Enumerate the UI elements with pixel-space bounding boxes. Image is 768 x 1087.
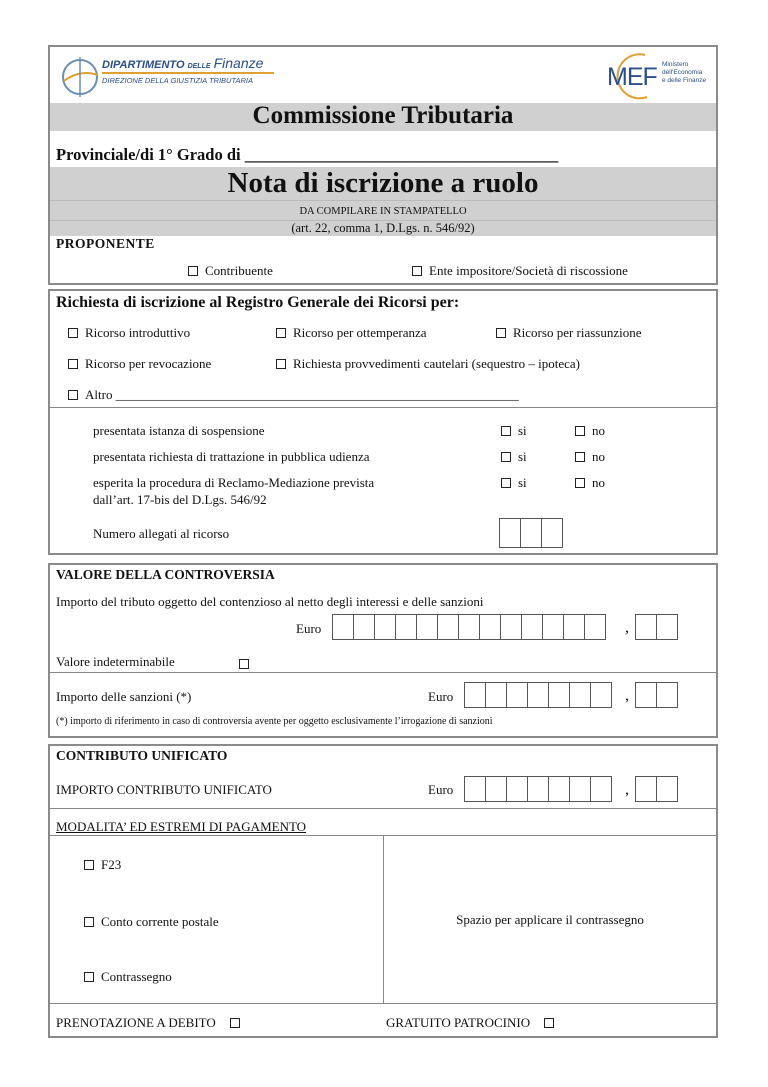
digit-box[interactable] xyxy=(548,776,570,802)
question-sospensione: presentata istanza di sospensione xyxy=(93,423,265,438)
digit-box[interactable] xyxy=(656,776,678,802)
dipartimento-logo xyxy=(58,51,273,101)
digit-box[interactable] xyxy=(548,682,570,708)
section-title: CONTRIBUTO UNIFICATO xyxy=(56,748,228,763)
gratuito-checkbox[interactable]: GRATUITO PATROCINIO xyxy=(386,1015,561,1031)
option-riassunzione[interactable]: Ricorso per riassunzione xyxy=(496,325,642,341)
digit-box[interactable] xyxy=(464,682,486,708)
option-revocazione[interactable]: Ricorso per revocazione xyxy=(68,356,211,372)
instruction-text: DA COMPILARE IN STAMPATELLO xyxy=(299,206,467,217)
importo-tributo-integer-boxes[interactable] xyxy=(333,614,606,640)
digit-box[interactable] xyxy=(464,776,486,802)
sanzioni-integer-boxes[interactable] xyxy=(465,682,612,708)
decimal-comma: , xyxy=(625,687,629,704)
decimal-comma: , xyxy=(625,781,629,798)
digit-box[interactable] xyxy=(569,776,591,802)
digit-box[interactable] xyxy=(485,776,507,802)
proponente-ente-checkbox[interactable]: Ente impositore/Società di riscossione xyxy=(412,263,628,279)
digit-box[interactable] xyxy=(500,614,522,640)
digit-box[interactable] xyxy=(542,614,564,640)
digit-box[interactable] xyxy=(416,614,438,640)
no-checkbox[interactable]: no xyxy=(575,475,605,491)
digit-box[interactable] xyxy=(584,614,606,640)
modalita-heading: MODALITA’ ED ESTREMI DI PAGAMENTO xyxy=(56,819,307,834)
question-mediazione-cont: dall’art. 17-bis del D.Lgs. 546/92 xyxy=(93,492,267,507)
digit-box[interactable] xyxy=(635,776,657,802)
digit-box[interactable] xyxy=(479,614,501,640)
yes-checkbox[interactable]: si xyxy=(501,475,527,491)
header-section xyxy=(48,45,718,285)
digit-box[interactable] xyxy=(506,682,528,708)
digit-box[interactable] xyxy=(499,518,521,548)
digit-box[interactable] xyxy=(563,614,585,640)
form-title: Nota di iscrizione a ruolo xyxy=(227,167,539,199)
proponente-contribuente-checkbox[interactable]: Contribuente xyxy=(188,263,273,279)
digit-box[interactable] xyxy=(458,614,480,640)
contributo-section xyxy=(48,744,718,1038)
contrassegno-area-label: Spazio per applicare il contrassegno xyxy=(456,912,644,927)
prenotazione-checkbox[interactable]: PRENOTAZIONE A DEBITO xyxy=(56,1015,247,1031)
digit-box[interactable] xyxy=(569,682,591,708)
pay-f23-checkbox[interactable]: F23 xyxy=(84,857,121,873)
digit-box[interactable] xyxy=(521,614,543,640)
valore-section xyxy=(48,563,718,738)
option-altro[interactable]: Altro ______________________________________________________________ xyxy=(68,387,519,403)
reference-text: (art. 22, comma 1, D.Lgs. n. 546/92) xyxy=(291,221,475,235)
option-ricorso-introduttivo[interactable]: Ricorso introduttivo xyxy=(68,325,190,341)
emblem-icon xyxy=(58,51,98,99)
importo-tributo-decimal-boxes[interactable] xyxy=(636,614,678,640)
digit-box[interactable] xyxy=(506,776,528,802)
euro-label: Euro xyxy=(428,782,454,797)
digit-box[interactable] xyxy=(527,776,549,802)
proponente-label: PROPONENTE xyxy=(56,236,155,251)
digit-box[interactable] xyxy=(527,682,549,708)
sanzioni-decimal-boxes[interactable] xyxy=(636,682,678,708)
digit-box[interactable] xyxy=(332,614,354,640)
logo-text: DIPARTIMENTO xyxy=(102,59,185,71)
section-title: VALORE DELLA CONTROVERSIA xyxy=(56,567,275,582)
mef-logo: MEF Ministero dell'Economia e delle Finanze xyxy=(605,51,715,101)
option-cautelari[interactable]: Richiesta provvedimenti cautelari (sequestro – ipoteca) xyxy=(276,356,580,372)
no-checkbox[interactable]: no xyxy=(575,449,605,465)
euro-label: Euro xyxy=(428,689,454,704)
digit-box[interactable] xyxy=(374,614,396,640)
logo-text: DELLE xyxy=(187,63,211,70)
digit-box[interactable] xyxy=(395,614,417,640)
option-ottemperanza[interactable]: Ricorso per ottemperanza xyxy=(276,325,427,341)
euro-label: Euro xyxy=(296,621,322,636)
digit-box[interactable] xyxy=(520,518,542,548)
digit-box[interactable] xyxy=(656,614,678,640)
digit-box[interactable] xyxy=(635,682,657,708)
allegati-label: Numero allegati al ricorso xyxy=(93,526,230,541)
logo-subtext: DIREZIONE DELLA GIUSTIZIA TRIBUTARIA xyxy=(102,76,253,85)
digit-box[interactable] xyxy=(353,614,375,640)
contributo-decimal-boxes[interactable] xyxy=(636,776,678,802)
pay-ccp-checkbox[interactable]: Conto corrente postale xyxy=(84,914,219,930)
yes-checkbox[interactable]: si xyxy=(501,449,527,465)
indeterminabile-label: Valore indeterminabile xyxy=(56,654,175,669)
question-udienza: presentata richiesta di trattazione in pubblica udienza xyxy=(93,449,370,464)
digit-box[interactable] xyxy=(437,614,459,640)
no-checkbox[interactable]: no xyxy=(575,423,605,439)
digit-box[interactable] xyxy=(485,682,507,708)
digit-box[interactable] xyxy=(656,682,678,708)
question-mediazione: esperita la procedura di Reclamo-Mediazione prevista xyxy=(93,475,375,490)
footnote: (*) importo di riferimento in caso di controversia avente per oggetto esclusivamente l’irrogazione di sanzioni xyxy=(56,716,493,727)
digit-box[interactable] xyxy=(541,518,563,548)
indeterminabile-checkbox[interactable] xyxy=(239,655,256,673)
sanzioni-label: Importo delle sanzioni (*) xyxy=(56,689,192,704)
importo-tributo-label: Importo del tributo oggetto del contenzioso al netto degli interessi e delle sanzioni xyxy=(56,594,484,609)
contributo-label: IMPORTO CONTRIBUTO UNIFICATO xyxy=(56,782,272,797)
contributo-integer-boxes[interactable] xyxy=(465,776,612,802)
allegati-boxes[interactable] xyxy=(500,518,563,548)
yes-checkbox[interactable]: si xyxy=(501,423,527,439)
section-title: Richiesta di iscrizione al Registro Generale dei Ricorsi per: xyxy=(56,294,460,311)
digit-box[interactable] xyxy=(590,776,612,802)
logo-text: Finanze xyxy=(213,55,264,71)
digit-box[interactable] xyxy=(635,614,657,640)
page-title: Commissione Tributaria xyxy=(252,102,514,129)
commissione-grado-field[interactable]: Provinciale/di 1° Grado di ______________________________________ xyxy=(56,145,559,164)
decimal-comma: , xyxy=(625,619,629,636)
richiesta-section xyxy=(48,289,718,555)
pay-contrassegno-checkbox[interactable]: Contrassegno xyxy=(84,969,172,985)
digit-box[interactable] xyxy=(590,682,612,708)
